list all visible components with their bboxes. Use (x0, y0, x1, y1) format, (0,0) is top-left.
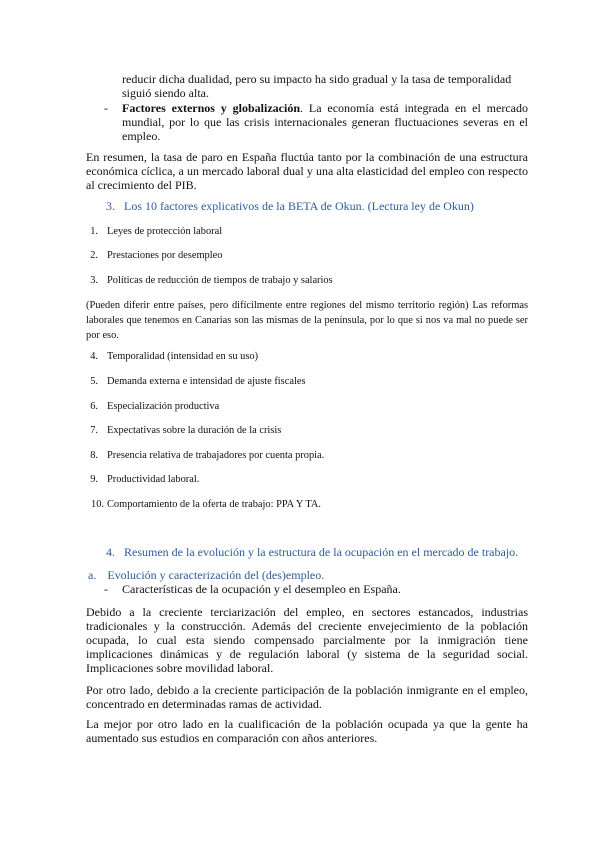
factor-number: 3. (90, 275, 98, 286)
factor-number: 4. (90, 351, 98, 362)
body-paragraph: Por otro lado, debido a la creciente participación de la población inmigrante en el empleo, concentrado en determinadas ramas de actividad. (86, 683, 528, 711)
body-paragraph: La mejor por otro lado en la cualificación de la población ocupada ya que la gente ha aumentado sus estudios en comparación con años anteriores. (86, 717, 528, 745)
section-4-heading (106, 545, 518, 559)
factor-number: 8. (90, 450, 98, 461)
factor-number: 2. (90, 250, 98, 261)
factor-number: 5. (90, 376, 98, 387)
body-paragraph: Debido a la creciente terciarización del empleo, en sectores estancados, industrias tradicionales y la construcción. Además del creciente envejecimiento de la población ocupada, lo cual esta siendo compensado parcialmente por la inmigración tiene implicaciones dinámicas y de regulación laboral (y sistema de la seguridad social. Implicaciones sobre movilidad laboral. (86, 605, 528, 675)
factor-item: Comportamiento de la oferta de trabajo: PPA Y TA. (107, 499, 321, 510)
factor-number: 10. (91, 499, 104, 510)
section-title: Resumen de la evolución y la estructura de la ocupación en el mercado de trabajo. (124, 545, 519, 559)
sub-bullet-item: Características de la ocupación y el desempleo en España. (122, 582, 401, 596)
section-number: 3. (106, 199, 115, 213)
bullet-text: . La economía está integrada en el mercado mundial, por lo que las crisis internacionales generan fluctuaciones severas en el empleo. (122, 101, 528, 143)
factor-number: 6. (90, 401, 98, 412)
continuation-line: reducir dicha dualidad, pero su impacto ha sido gradual y la tasa de temporalidad (122, 72, 512, 86)
bullet-item-globalizacion (122, 101, 528, 143)
bullet-dash: - (104, 101, 108, 115)
subsection-a-heading (88, 568, 324, 582)
factor-item: Expectativas sobre la duración de la crisis (107, 425, 282, 436)
factor-item: Especialización productiva (107, 401, 220, 412)
factor-item: Leyes de protección laboral (107, 226, 223, 237)
factor-item: Políticas de reducción de tiempos de trabajo y salarios (107, 275, 333, 286)
note-paragraph: (Pueden diferir entre países, pero difícilmente entre regiones del mismo territorio región) Las reformas laborales que tenemos en Canarias son las mismas de la península, por lo que si nos va mal no puede ser por eso. (86, 300, 528, 341)
bullet-dash: - (104, 582, 108, 596)
bullet-bold-label: Factores externos y globalización (122, 101, 301, 115)
summary-paragraph: En resumen, la tasa de paro en España fluctúa tanto por la combinación de una estructura económica cíclica, a un mercado laboral dual y una alta elasticidad del empleo con respecto al crecimiento del PIB. (86, 150, 528, 192)
factor-number: 7. (90, 425, 98, 436)
factor-item: Demanda externa e intensidad de ajuste fiscales (107, 376, 306, 387)
continuation-line: siguió siendo alta. (122, 86, 209, 100)
subsection-title: Evolución y caracterización del (des)empleo. (107, 568, 325, 582)
factor-item: Prestaciones por desempleo (107, 250, 223, 261)
subsection-letter: a. (88, 568, 97, 582)
section-number: 4. (106, 545, 115, 559)
factor-number: 9. (90, 474, 98, 485)
section-3-heading (106, 199, 474, 213)
factor-number: 1. (90, 226, 98, 237)
factor-item: Temporalidad (intensidad en su uso) (107, 351, 259, 362)
factor-item: Productividad laboral. (107, 474, 200, 485)
section-title: Los 10 factores explicativos de la BETA de Okun. (Lectura ley de Okun) (124, 199, 474, 213)
factor-item: Presencia relativa de trabajadores por cuenta propia. (107, 450, 325, 461)
